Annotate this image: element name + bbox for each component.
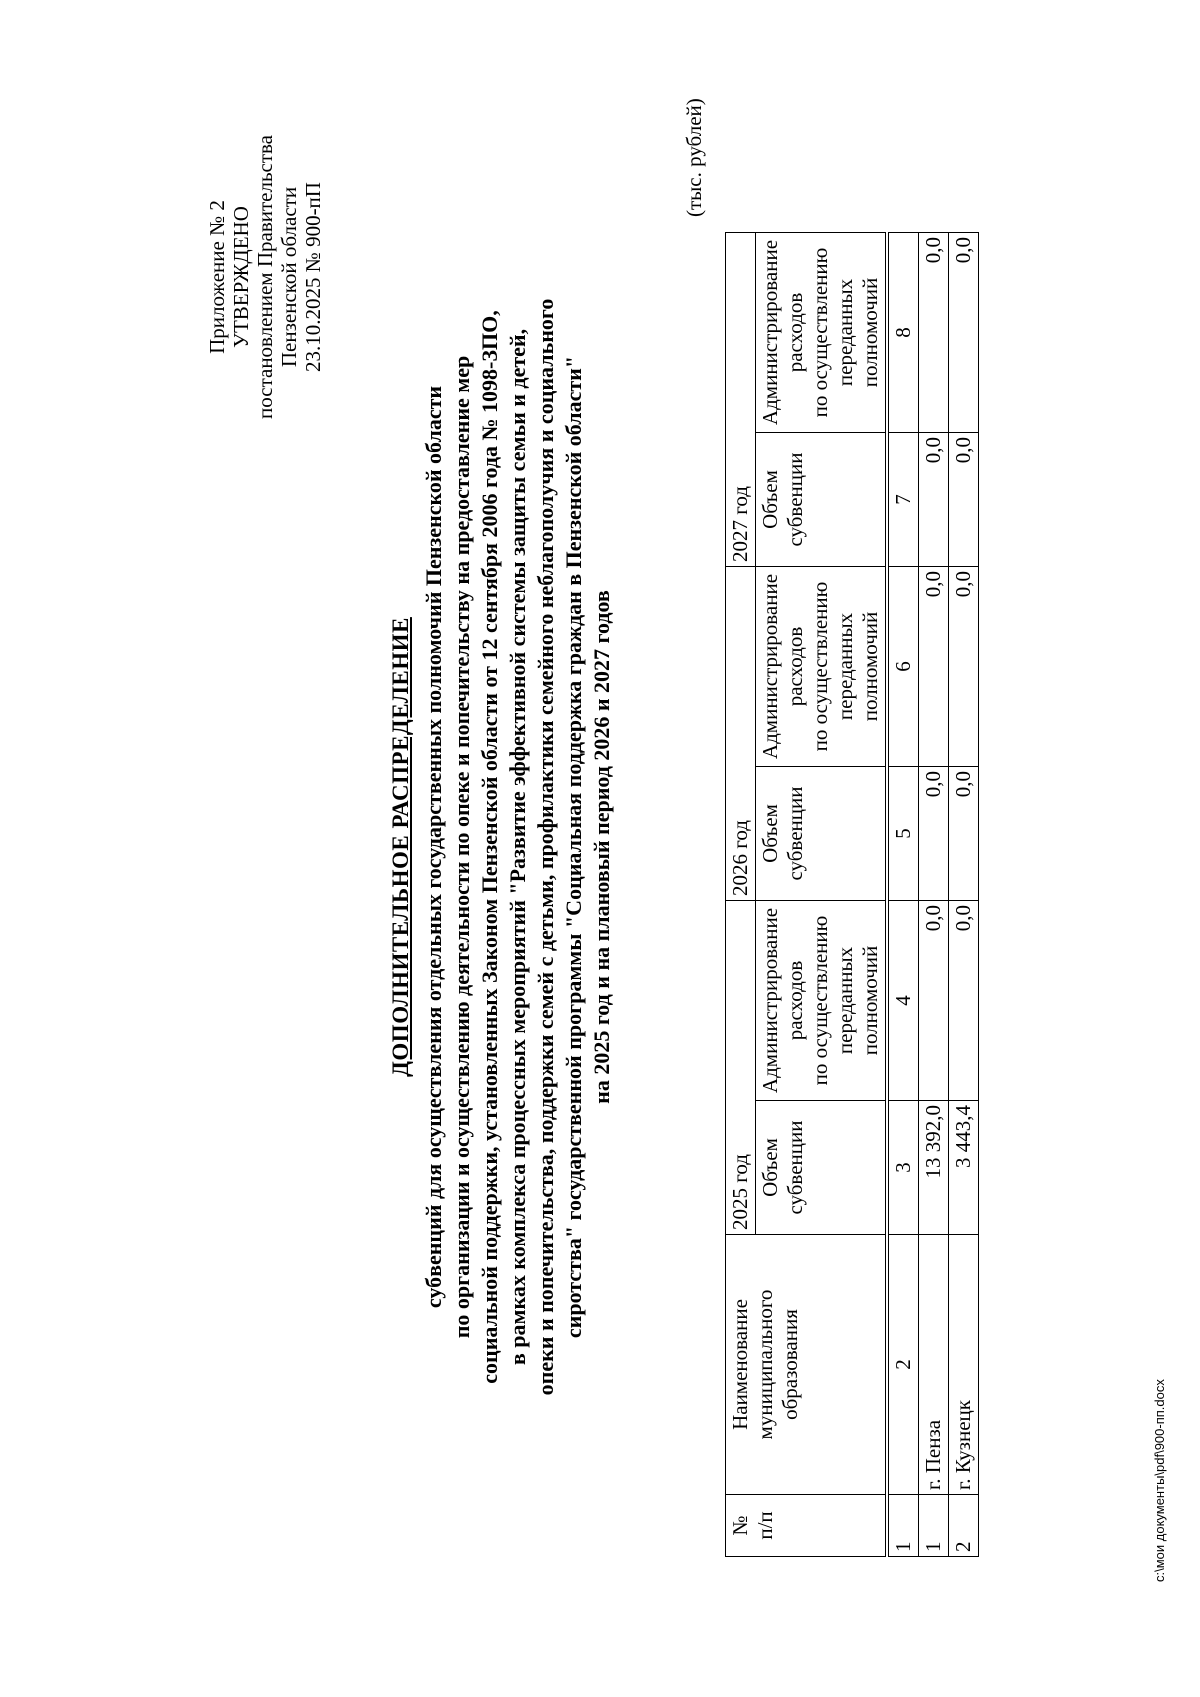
title-line: социальной поддержки, установленных Законом Пензенской области от 12 сентября 2006 года № 1098-ЗПО, (477, 310, 502, 1384)
header-admin-2027: Администрирование расходов по осуществлению переданных полномочий (756, 233, 886, 433)
column-number: 2 (889, 1235, 919, 1495)
header-year-2026: 2026 год (726, 567, 756, 901)
volume-2027: 0,0 (949, 433, 979, 567)
column-number-row (889, 233, 919, 1557)
admin-2027: 0,0 (919, 233, 949, 433)
column-number: 1 (889, 1495, 919, 1557)
header-volume-2027: Объем субвенции (756, 433, 886, 567)
volume-2025: 3 443,4 (949, 1101, 979, 1235)
document-title (388, 172, 616, 1522)
municipality-name: г. Кузнецк (949, 1235, 979, 1495)
title-line: по организации и осуществлению деятельности по опеке и попечительству на предоставление мер (449, 355, 474, 1339)
header-year-2027: 2027 год (726, 233, 756, 567)
approved-by: постановлением Правительства (253, 135, 277, 420)
title-body (420, 172, 616, 1522)
row-number: 2 (949, 1495, 979, 1557)
approval-stamp (205, 97, 325, 457)
table-row (919, 233, 949, 1557)
column-number: 4 (889, 901, 919, 1101)
column-number: 7 (889, 433, 919, 567)
approved-by-region: Пензенской области (277, 186, 301, 368)
column-number: 8 (889, 233, 919, 433)
row-number: 1 (919, 1495, 949, 1557)
title-heading: ДОПОЛНИТЕЛЬНОЕ РАСПРЕДЕЛЕНИЕ (388, 617, 413, 1077)
title-line: субвенций для осуществления отдельных государственных полномочий Пензенской области (421, 385, 446, 1309)
header-admin-2026: Администрирование расходов по осуществлению переданных полномочий (756, 567, 886, 767)
column-number: 6 (889, 567, 919, 767)
file-path-footer: c:\мои документы\pdf\900-пп.docx (1152, 1379, 1167, 1582)
table-header-row (726, 233, 756, 1557)
approved-label: УТВЕРЖДЕНО (229, 206, 253, 348)
title-line: в рамках комплекса процессных мероприятий "Развитие эффективной системы защиты семьи и детей, (505, 328, 530, 1366)
admin-2027: 0,0 (949, 233, 979, 433)
header-number: № п/п (726, 1495, 886, 1557)
header-volume-2026: Объем субвенции (756, 767, 886, 901)
units-label: (тыс. рублей) (682, 98, 706, 217)
admin-2025: 0,0 (919, 901, 949, 1101)
admin-2026: 0,0 (919, 567, 949, 767)
header-year-2025: 2025 год (726, 901, 756, 1235)
table-row (949, 233, 979, 1557)
decree-date-number: 23.10.2025 № 900-пП (301, 182, 325, 372)
header-volume-2025: Объем субвенции (756, 1101, 886, 1235)
column-number: 5 (889, 767, 919, 901)
volume-2026: 0,0 (919, 767, 949, 901)
admin-2026: 0,0 (949, 567, 979, 767)
title-line: опеки и попечительства, поддержки семей с детьми, профилактики семейного неблагополучия и социального (533, 298, 558, 1396)
admin-2025: 0,0 (949, 901, 979, 1101)
municipality-name: г. Пенза (919, 1235, 949, 1495)
volume-2027: 0,0 (919, 433, 949, 567)
header-municipality: Наименование муниципального образования (726, 1235, 886, 1495)
volume-2026: 0,0 (949, 767, 979, 901)
title-line: сиротства" государственной программы "Социальная поддержка граждан в Пензенской области" (561, 355, 586, 1339)
title-line: на 2025 год и на плановый период 2026 и 2027 годов (589, 590, 614, 1104)
appendix-number: Приложение № 2 (205, 200, 229, 354)
column-number: 3 (889, 1101, 919, 1235)
header-admin-2025: Администрирование расходов по осуществлению переданных полномочий (756, 901, 886, 1101)
volume-2025: 13 392,0 (919, 1101, 949, 1235)
distribution-table (725, 232, 979, 1557)
